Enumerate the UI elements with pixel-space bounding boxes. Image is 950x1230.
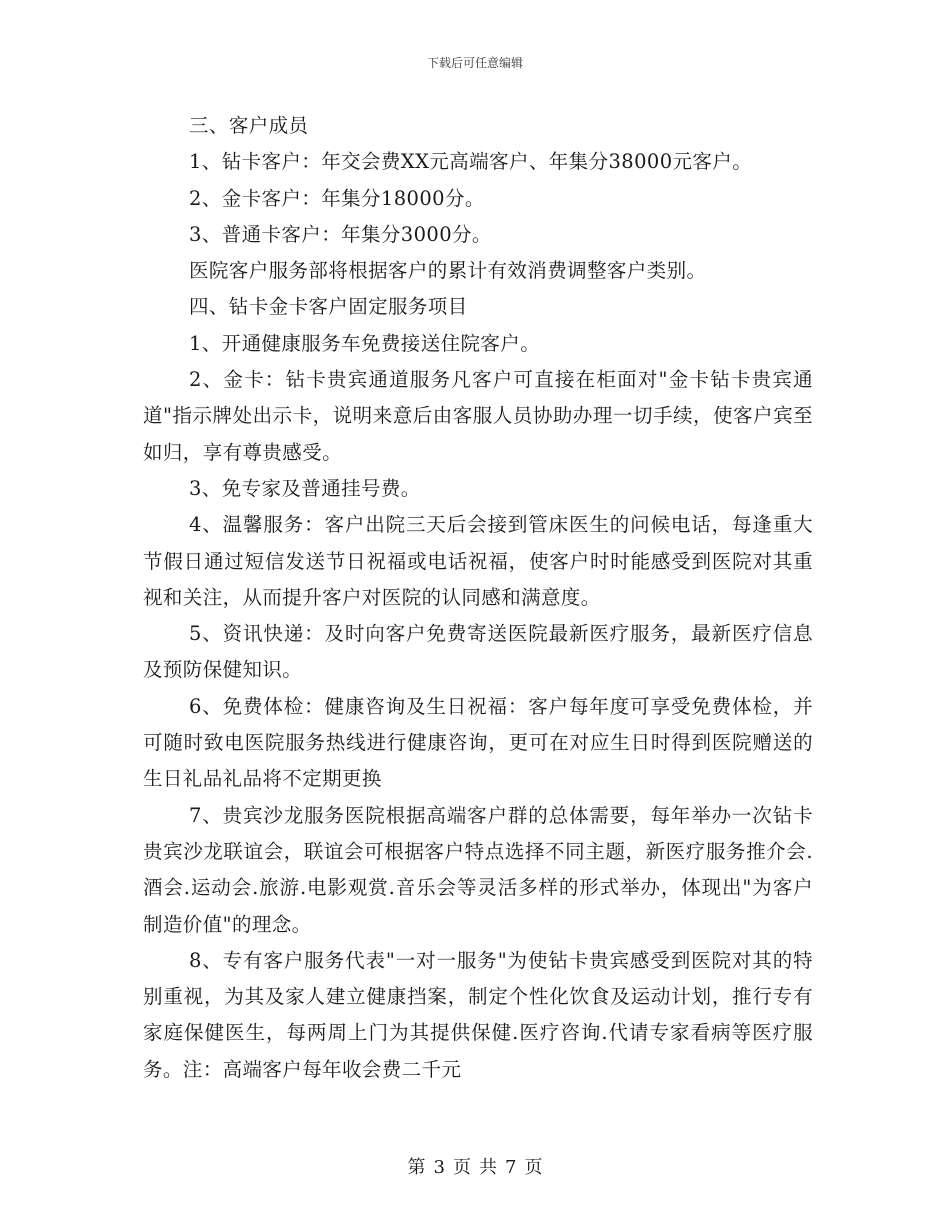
paragraph-service-1: 1、开通健康服务车免费接送住院客户。: [189, 331, 541, 355]
page-footer: [0, 1153, 950, 1179]
page-header: 下载后可任意编辑: [426, 56, 523, 70]
paragraph-service-5: 5、资讯快递：及时向客户免费寄送医院最新医疗服务，最新医疗信息及预防保健知识。: [143, 622, 813, 682]
footer-page-word: 页: [453, 1157, 471, 1178]
paragraph-service-7: 7、贵宾沙龙服务医院根据高端客户群的总体需要，每年举办一次钻卡贵宾沙龙联谊会，联谊会可根据客户特点选择不同主题，新医疗服务推介会.酒会.运动会.旅游.电影观赏.音乐会等灵活多样的形式举办，体现出"为客户制造价值"的理念。: [143, 803, 813, 936]
paragraph-regular-card: 3、普通卡客户：年集分3000分。: [189, 222, 492, 246]
total-page-number: 7: [505, 1157, 517, 1178]
document-body: [143, 108, 813, 1088]
paragraph-gold-card: 2、金卡客户：年集分18000分。: [189, 186, 485, 210]
paragraph-service-3: 3、免专家及普通挂号费。: [189, 476, 421, 500]
paragraph-adjust-category: 医院客户服务部将根据客户的累计有效消费调整客户类别。: [189, 259, 707, 283]
paragraph-service-2: 2、金卡：钻卡贵宾通道服务凡客户可直接在柜面对"金卡钻卡贵宾通道"指示牌处出示卡，说明来意后由客服人员协助办理一切手续，使客户宾至如归，享有尊贵感受。: [143, 368, 813, 464]
footer-prefix: 第: [407, 1157, 426, 1178]
paragraph-diamond-card: 1、钻卡客户：年交会费XX元高端客户、年集分38000元客户。: [189, 150, 753, 174]
paragraph-service-8: 8、专有客户服务代表"一对一服务"为使钻卡贵宾感受到医院对其的特别重视，为其及家人建立健康挡案，制定个性化饮食及运动计划，推行专有家庭保健医生，每两周上门为其提供保健.医疗咨询.代请专家看病等医疗服务。注：高端客户每年收会费二千元: [143, 948, 813, 1081]
section-heading-members: 三、客户成员: [189, 114, 309, 137]
section-heading-services: 四、钻卡金卡客户固定服务项目: [189, 295, 468, 319]
current-page-number: 3: [433, 1157, 445, 1178]
footer-suffix: 页: [524, 1157, 543, 1178]
footer-of-word: 共: [479, 1157, 497, 1178]
paragraph-service-6: 6、免费体检：健康咨询及生日祝福：客户每年度可享受免费体检，并可随时致电医院服务热线进行健康咨询，更可在对应生日时得到医院赠送的生日礼品礼品将不定期更换: [143, 694, 813, 791]
paragraph-service-4: 4、温馨服务：客户出院三天后会接到管床医生的问候电话，每逢重大节假日通过短信发送节日祝福或电话祝福，使客户时时能感受到医院对其重视和关注，从而提升客户对医院的认同感和满意度。: [143, 513, 813, 609]
